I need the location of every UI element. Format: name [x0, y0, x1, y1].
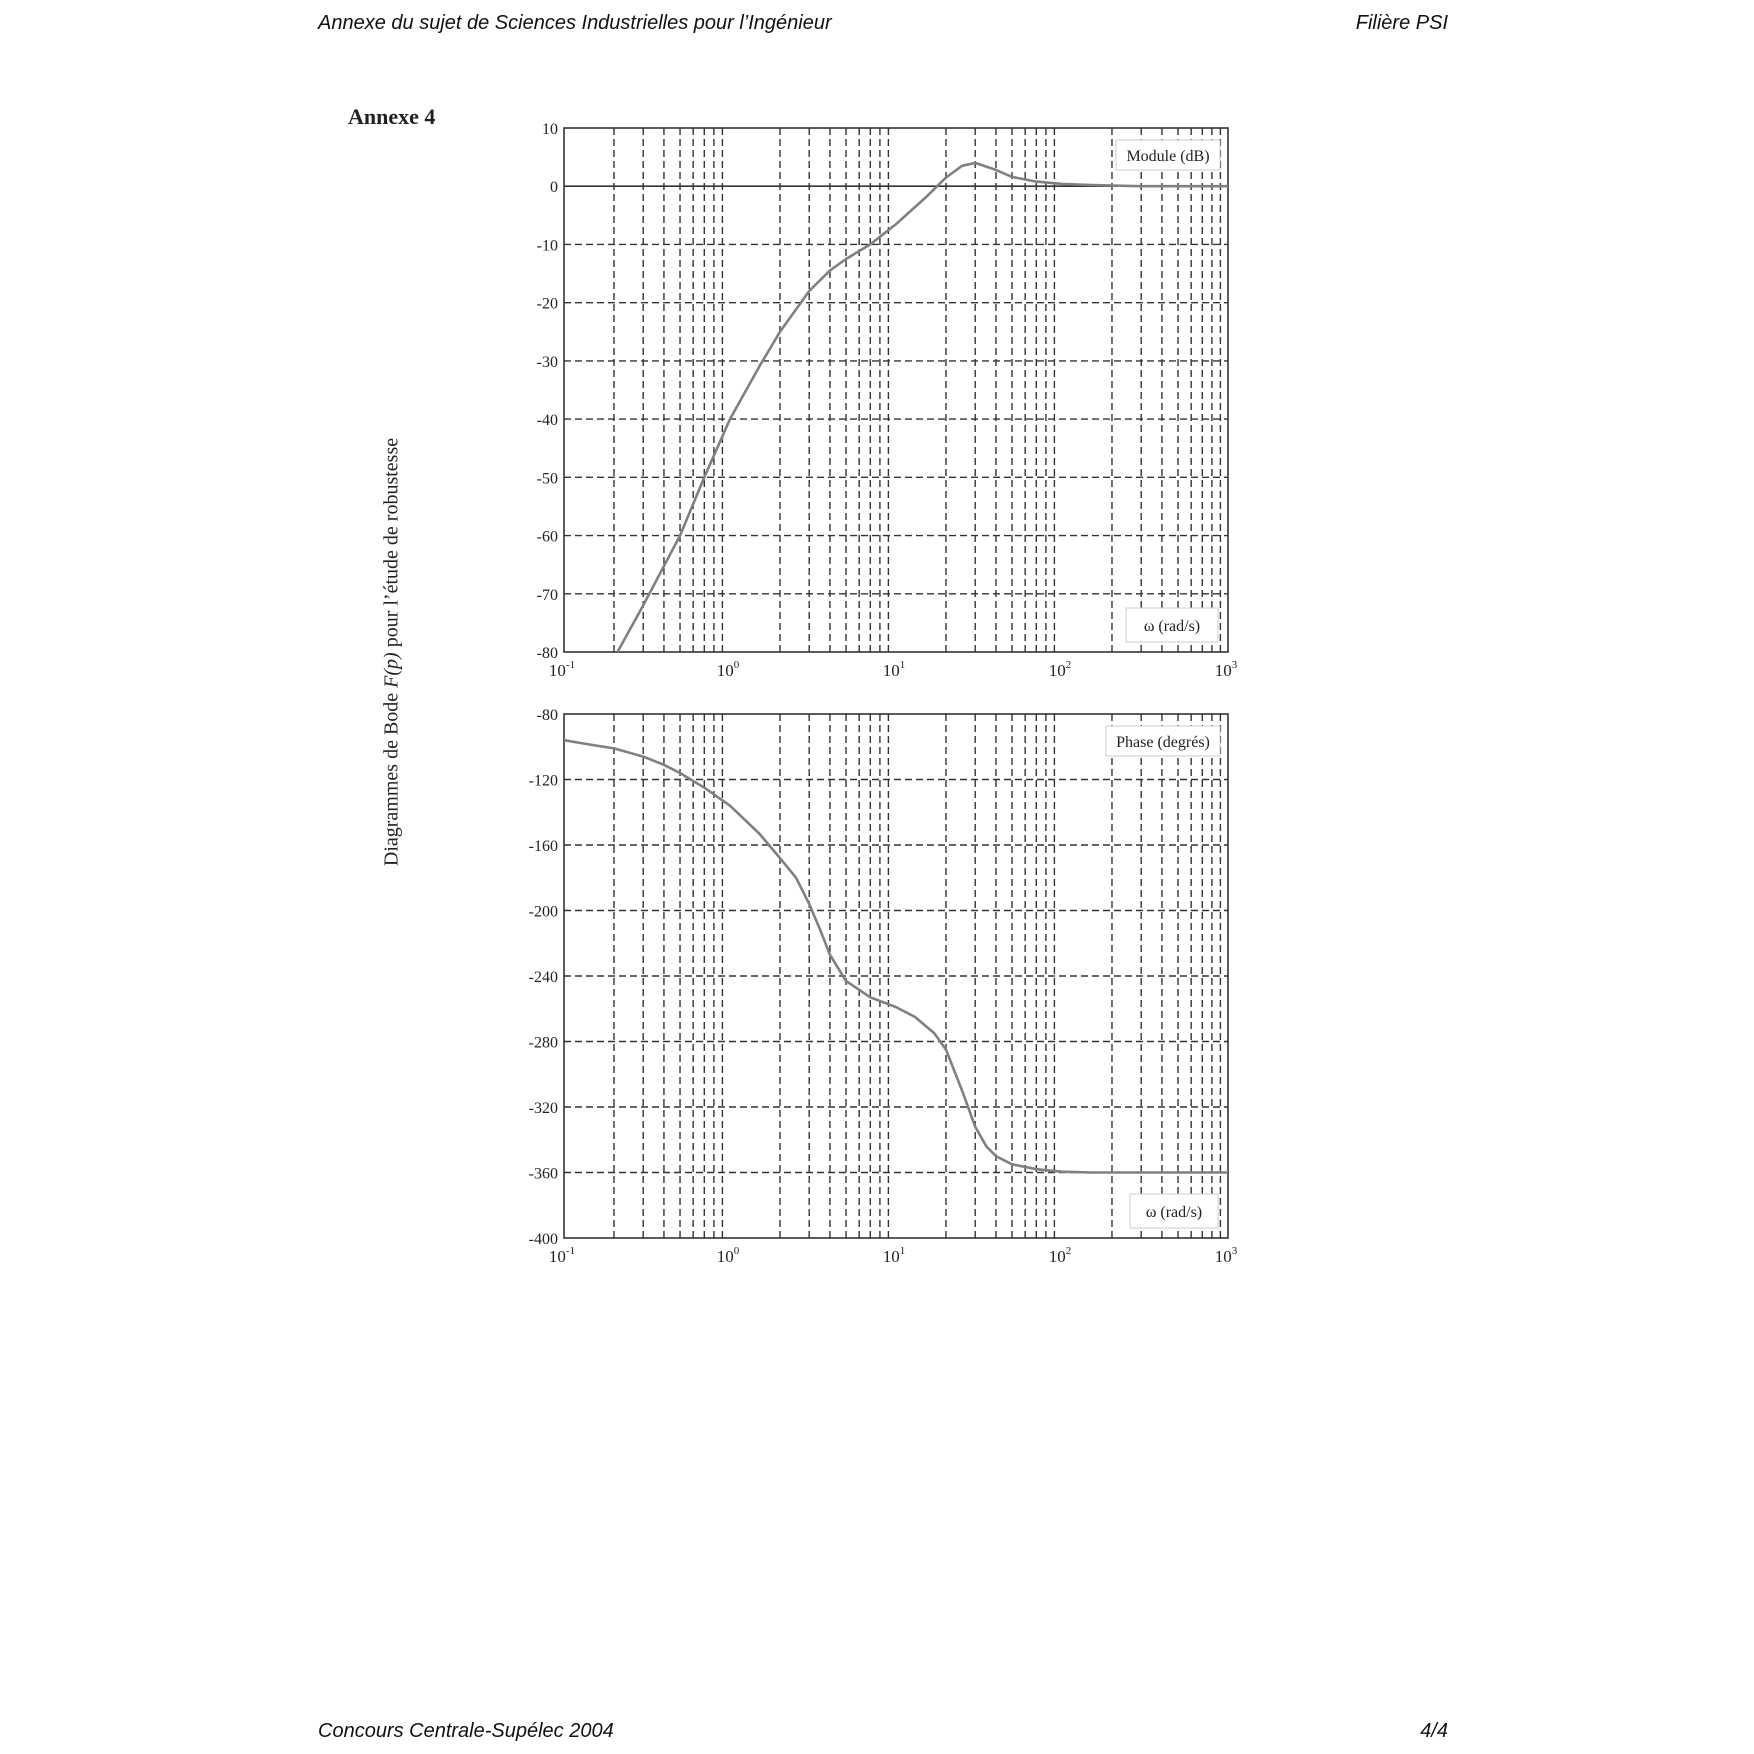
page-footer-right: 4/4 [1420, 1720, 1448, 1742]
series-line [618, 163, 1229, 652]
page-header-right: Filière PSI [1355, 12, 1448, 34]
side-title-after: pour l’étude de robustesse [380, 437, 403, 653]
x-tick-label: $10^3$ [1214, 659, 1238, 680]
y-tick-label: -80 [536, 645, 558, 662]
legend-label: Module (dB) [1126, 148, 1210, 165]
y-tick-label: -50 [536, 470, 558, 488]
side-title-before: Diagrammes de Bode [380, 687, 403, 867]
y-tick-label: 10 [542, 121, 558, 138]
y-tick-label: -400 [528, 1231, 558, 1248]
x-axis-label: ω (rad/s) [1143, 618, 1201, 635]
x-tick-label: $10^{-1}$ [548, 1245, 576, 1266]
legend-label: Phase (degrés) [1116, 734, 1210, 751]
y-tick-label: -200 [528, 903, 558, 921]
y-tick-label: -80 [536, 707, 558, 724]
side-title-function: F(p) [380, 652, 403, 688]
y-tick-label: -40 [536, 412, 558, 430]
y-tick-label: -320 [528, 1100, 558, 1117]
x-tick-label: $10^2$ [1048, 1245, 1072, 1266]
y-tick-label: -70 [536, 586, 558, 604]
x-tick-label: $10^1$ [882, 1245, 906, 1266]
y-tick-label: -60 [536, 528, 558, 546]
page-header-left: Annexe du sujet de Sciences Industrielles pour l’Ingénieur [318, 12, 832, 34]
phase-chart [529, 707, 1238, 1266]
page-footer-left: Concours Centrale-Supélec 2004 [318, 1720, 614, 1742]
y-tick-label: -10 [536, 237, 558, 255]
y-tick-label: 0 [550, 179, 558, 197]
y-tick-label: -160 [528, 838, 558, 855]
x-tick-label: $10^1$ [882, 659, 906, 680]
annex-label: Annexe 4 [348, 104, 436, 129]
x-tick-label: $10^3$ [1214, 1245, 1238, 1266]
x-axis-label: ω (rad/s) [1145, 1204, 1203, 1221]
y-tick-label: -240 [528, 969, 558, 986]
y-tick-label: -120 [528, 772, 558, 790]
x-tick-label: $10^2$ [1048, 659, 1072, 680]
magnitude-chart [537, 121, 1238, 680]
y-tick-label: -280 [528, 1034, 558, 1052]
x-tick-label: $10^0$ [716, 1245, 740, 1266]
y-tick-label: -20 [536, 295, 558, 313]
x-tick-label: $10^0$ [716, 659, 740, 680]
y-tick-label: -360 [528, 1165, 558, 1183]
x-tick-label: $10^{-1}$ [548, 659, 576, 680]
y-tick-label: -30 [536, 353, 558, 371]
